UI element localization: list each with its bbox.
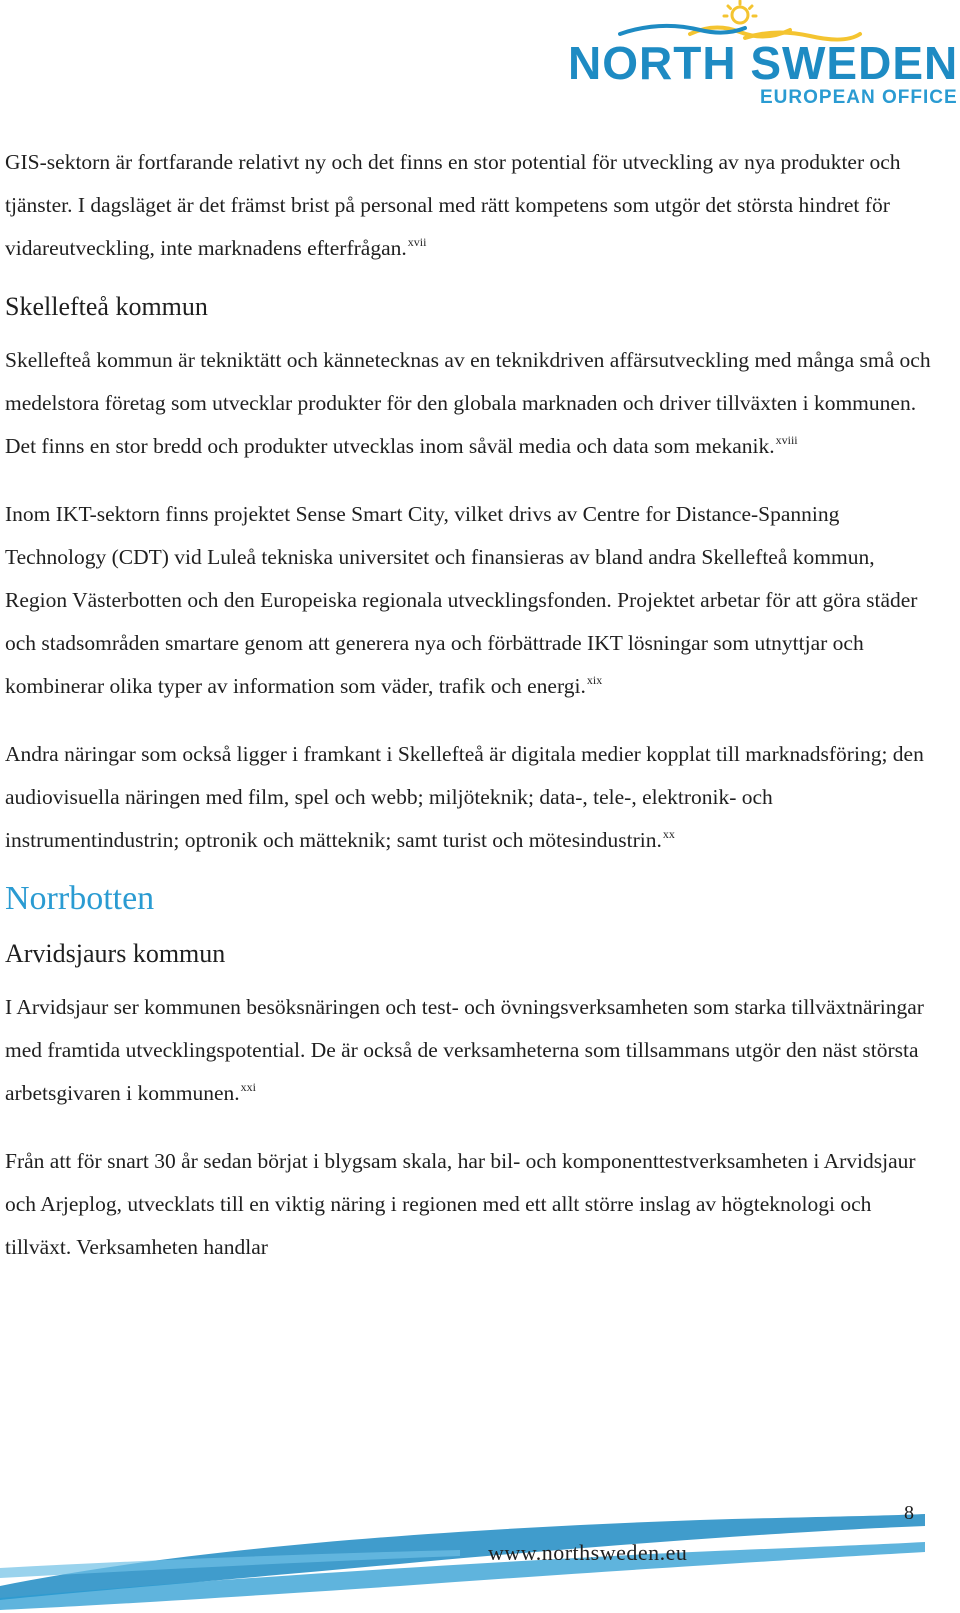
footer-url: www.northsweden.eu bbox=[488, 1540, 688, 1565]
heading-norrbotten: Norrbotten bbox=[5, 880, 155, 917]
logo-subtitle: EUROPEAN OFFICE bbox=[760, 87, 958, 108]
paragraph-skelleftea-1 bbox=[5, 339, 935, 468]
footer-wave-decoration bbox=[0, 1490, 960, 1613]
paragraph-text: Andra näringar som också ligger i framkant i Skellefteå är digitala medier kopplat till marknadsföring; den audiovisuella näringen med film, spel och webb; miljöteknik; data-, tele-, elektronik- och instrumentindustrin; optronik och mätteknik; samt turist och mötesindustrin. bbox=[5, 742, 924, 852]
footnote-ref: xxi bbox=[240, 1080, 256, 1094]
paragraph-text: Skellefteå kommun är tekniktätt och kännetecknas av en teknikdriven affärsutveckling med många små och medelstora företag som utvecklar produkter för den globala marknaden och driver tillväxten i kommunen. Det finns en stor bredd och produkter utvecklas inom såväl media och data som mekanik. bbox=[5, 348, 931, 458]
footnote-ref: xix bbox=[586, 673, 603, 687]
paragraph-text: Inom IKT-sektorn finns projektet Sense Smart City, vilket drivs av Centre for Distance-Spanning Technology (CDT) vid Luleå tekniska universitet och finansieras av bland andra Skellefteå kommun, Region Västerbotten och den Europeiska regionala utvecklingsfonden. Projektet arbetar för att göra städer och stadsområden smartare genom att generera nya och förbättrade IKT lösningar som utnyttjar och kombinerar olika typer av information som väder, trafik och energi. bbox=[5, 502, 918, 698]
footnote-ref: xvii bbox=[407, 235, 427, 249]
heading-arvidsjaur: Arvidsjaurs kommun bbox=[5, 939, 226, 968]
north-sweden-logo bbox=[560, 0, 960, 112]
footnote-ref: xviii bbox=[775, 433, 798, 447]
heading-skelleftea: Skellefteå kommun bbox=[5, 292, 208, 321]
paragraph-arvidsjaur-2 bbox=[5, 1140, 935, 1269]
paragraph-text: I Arvidsjaur ser kommunen besöksnäringen och test- och övningsverksamheten som starka tillväxtnäringar med framtida utvecklingspotential. De är också de verksamheterna som tillsammans utgör den näst största arbetsgivaren i kommunen. bbox=[5, 995, 924, 1105]
intro-text: GIS-sektorn är fortfarande relativt ny och det finns en stor potential för utveckling av nya produkter och tjänster. I dagsläget är det främst brist på personal med rätt kompetens som utgör det största hindret för vidareutveckling, inte marknadens efterfrågan. bbox=[5, 150, 901, 260]
logo-name-sweden: SWEDEN bbox=[750, 37, 959, 89]
logo-name bbox=[568, 36, 958, 90]
document-body bbox=[5, 141, 935, 1294]
intro-paragraph bbox=[5, 141, 935, 270]
logo-name-north: NORTH bbox=[568, 37, 737, 89]
paragraph-skelleftea-2 bbox=[5, 493, 935, 708]
page-number: 8 bbox=[904, 1502, 914, 1524]
paragraph-text: Från att för snart 30 år sedan börjat i blygsam skala, har bil- och komponenttestverksamheten i Arvidsjaur och Arjeplog, utvecklats till en viktig näring i regionen med ett allt större inslag av högteknologi och tillväxt. Verksamheten handlar bbox=[5, 1149, 916, 1259]
footnote-ref: xx bbox=[662, 827, 675, 841]
paragraph-arvidsjaur-1 bbox=[5, 986, 935, 1115]
paragraph-skelleftea-3 bbox=[5, 733, 935, 862]
